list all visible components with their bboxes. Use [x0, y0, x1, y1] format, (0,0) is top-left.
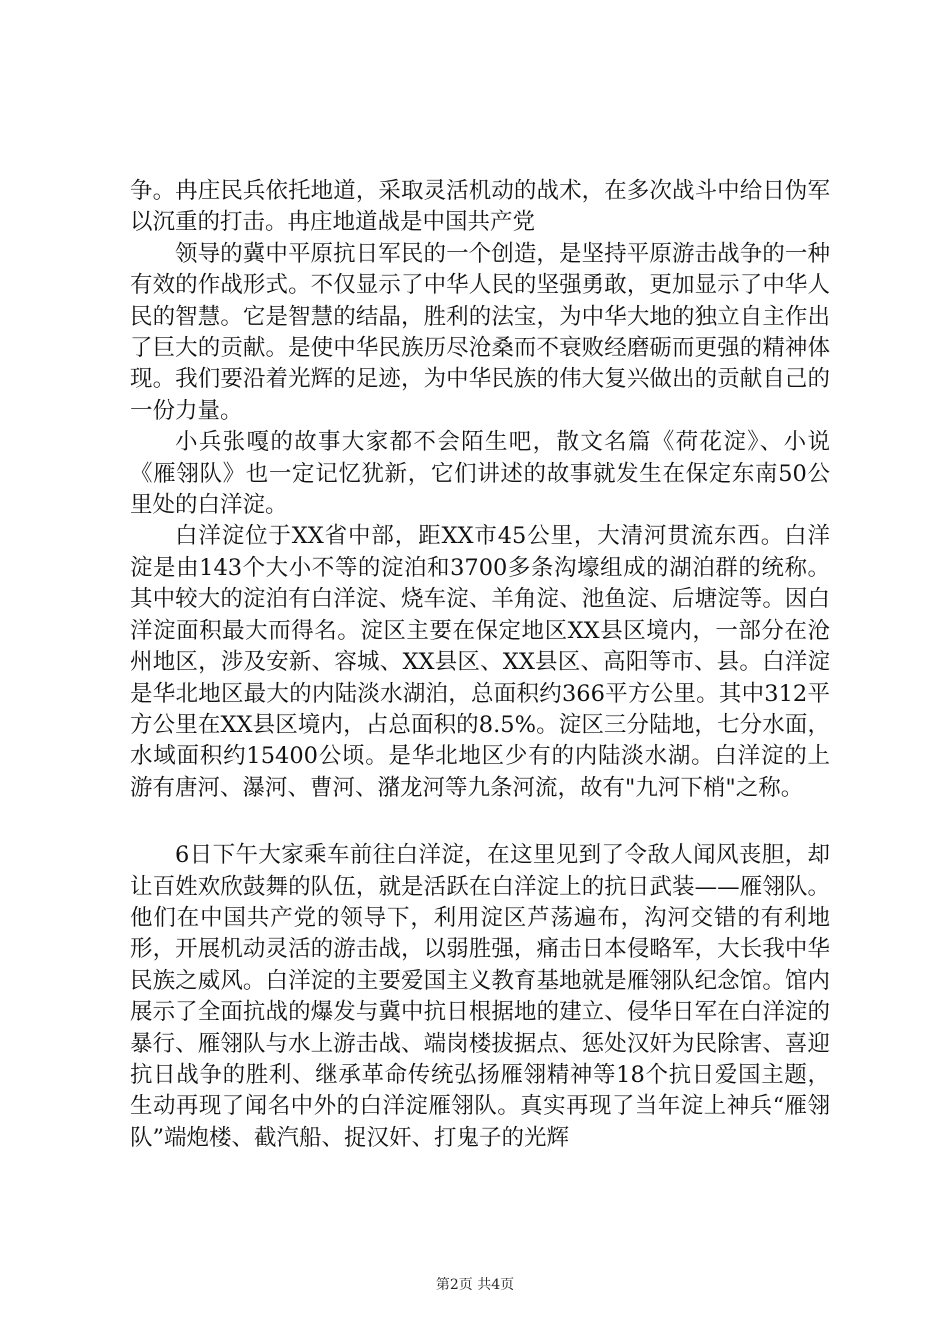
paragraph-continuation: 争。冉庄民兵依托地道，采取灵活机动的战术，在多次战斗中给日伪军以沉重的打击。冉庄地道战是中国共产党 — [130, 178, 830, 236]
paragraph-baiyangdian: 白洋淀位于XX省中部，距XX市45公里，大清河贯流东西。白洋淀是由143个大小不等的淀泊和3700多条沟壕组成的湖泊群的统称。其中较大的淀泊有白洋淀、烧车淀、羊角淀、池鱼淀、后塘淀等。因白洋淀面积最大而得名。淀区主要在保定地区XX县区境内，一部分在沧州地区，涉及安新、容城、XX县区、XX县区、高阳等市、县。白洋淀是华北地区最大的内陆淡水湖泊，总面积约366平方公里。其中312平方公里在XX县区境内，占总面积的8.5%。淀区三分陆地，七分水面，水域面积约15400公顷。是华北地区少有的内陆淡水湖。白洋淀的上游有唐河、瀑河、曹河、潴龙河等九条河流，故有"九河下梢"之称。 — [130, 523, 830, 801]
paragraph-tunnel-warfare: 领导的冀中平原抗日军民的一个创造，是坚持平原游击战争的一种有效的作战形式。不仅显示了中华人民的坚强勇敢，更加显示了中华人民的智慧。它是智慧的结晶，胜利的法宝，为中华大地的独立自主作出了巨大的贡献。是使中华民族历尽沧桑而不衰败经磨砺而更强的精神体现。我们要沿着光辉的足迹，为中华民族的伟大复兴做出的贡献自己的一份力量。 — [130, 240, 830, 424]
paragraph-spacer — [130, 804, 830, 840]
page-footer: 第2页 共4页 — [435, 1277, 515, 1293]
paragraph-zhang-ga: 小兵张嘎的故事大家都不会陌生吧，散文名篇《荷花淀》、小说《雁翎队》也一定记忆犹新，它们讲述的故事就发生在保定东南50公里处的白洋淀。 — [130, 429, 830, 519]
paragraph-yanling-team: 6日下午大家乘车前往白洋淀，在这里见到了令敌人闻风丧胆，却让百姓欢欣鼓舞的队伍，就是活跃在白洋淀上的抗日武装——雁翎队。他们在中国共产党的领导下，利用淀区芦荡遍布，沟河交错的有利地形，开展机动灵活的游击战，以弱胜强，痛击日本侵略军，大长我中华民族之威风。白洋淀的主要爱国主义教育基地就是雁翎队纪念馆。馆内展示了全面抗战的爆发与冀中抗日根据地的建立、侵华日军在白洋淀的暴行、雁翎队与水上游击战、端岗楼拔据点、惩处汉奸为民除害、喜迎抗日战争的胜利、继承革命传统弘扬雁翎精神等18个抗日爱国主题，生动再现了闻名中外的白洋淀雁翎队。真实再现了当年淀上神兵“雁翎队”端炮楼、截汽船、捉汉奸、打鬼子的光辉 — [130, 842, 830, 1151]
document-body — [130, 176, 830, 1154]
